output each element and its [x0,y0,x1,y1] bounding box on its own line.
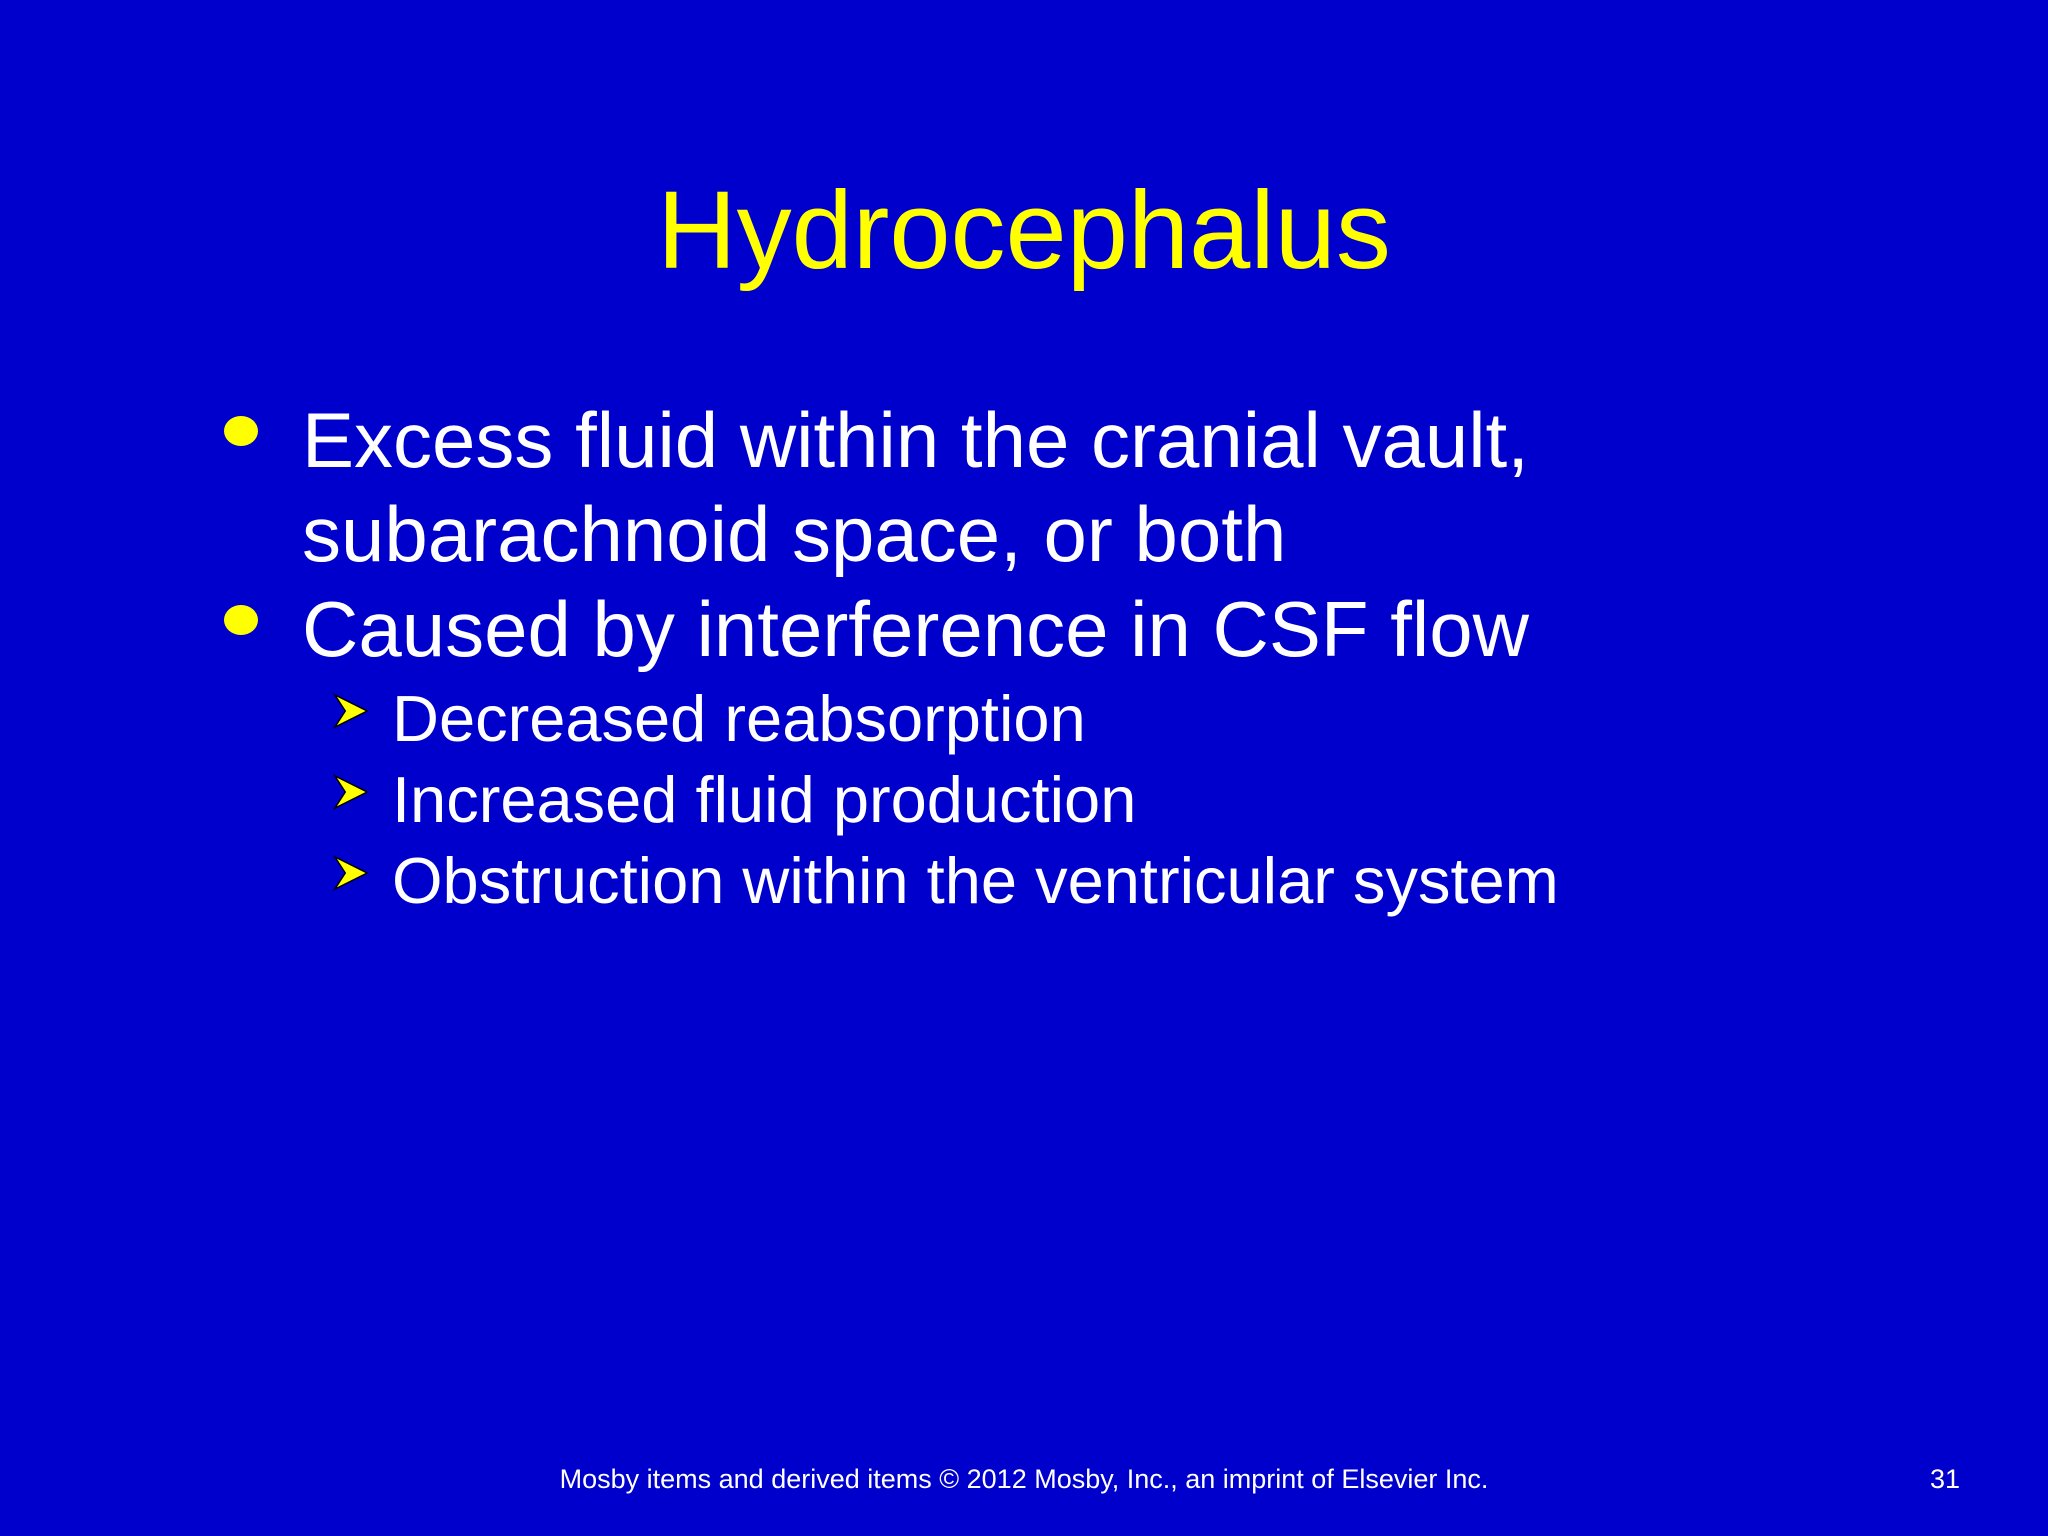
slide-title: Hydrocephalus [657,169,1391,292]
sub-bullet-1: Decreased reabsorption [392,682,1086,755]
bullet-dot-icon [224,416,258,446]
sub-bullet-3: Obstruction within the ventricular system [392,844,1559,917]
copyright-footer: Mosby items and derived items © 2012 Mosby, Inc., an imprint of Elsevier Inc. [559,1464,1489,1494]
arrowhead-bullet-icon [332,692,370,730]
bullet-2-line-1: Caused by interference in CSF flow [302,585,1529,673]
arrowhead-bullet-icon [332,773,370,811]
arrowhead-bullet-icon [332,854,370,892]
page-number: 31 [1929,1464,1960,1494]
bullet-1-line-2: subarachnoid space, or both [302,490,1287,578]
sub-bullet-2: Increased fluid production [392,763,1137,836]
bullet-dot-icon [224,605,258,635]
bullet-1-line-1: Excess fluid within the cranial vault, [302,396,1529,484]
